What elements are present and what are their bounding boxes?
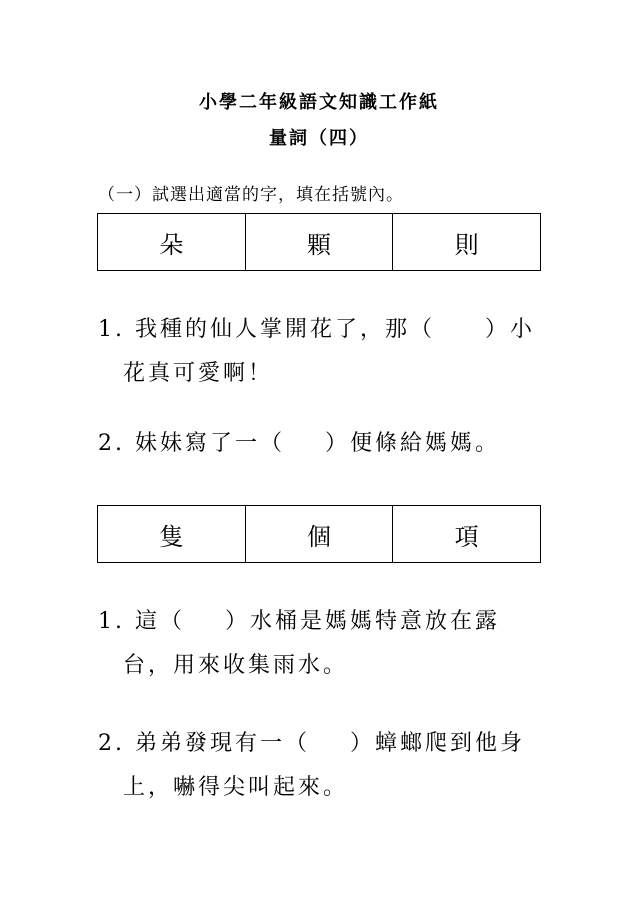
word-choice-cell: 則 xyxy=(454,230,479,259)
word-choice-cell: 隻 xyxy=(98,506,246,562)
question-text: 上，嚇得尖叫起來。 xyxy=(123,775,349,800)
question-2-2 xyxy=(98,722,548,810)
question-1-1 xyxy=(98,308,548,396)
question-text: 2. 妹妹寫了一（ xyxy=(98,431,285,456)
word-choice-table-2 xyxy=(97,505,541,563)
question-text: 台，用來收集雨水。 xyxy=(123,653,349,678)
word-choice-cell: 項 xyxy=(454,522,479,551)
instruction-text: （一）試選出適當的字，填在括號內。 xyxy=(98,185,404,205)
question-text: ）小 xyxy=(484,317,535,342)
word-choice-cell: 朵 xyxy=(98,214,246,270)
question-1-2 xyxy=(98,422,548,466)
question-text: ）便條給媽媽。 xyxy=(324,431,500,456)
question-text: ）蟑螂爬到他身 xyxy=(349,731,525,756)
word-choice-cell: 個 xyxy=(246,506,394,562)
question-text: ）水桶是媽媽特意放在露 xyxy=(224,609,500,634)
question-text: 1. 這（ xyxy=(98,609,185,634)
question-text: 1. 我種的仙人掌開花了，那（ xyxy=(98,317,435,342)
worksheet-subtitle: 量詞（四） xyxy=(269,128,369,149)
worksheet-title: 小學二年級語文知識工作紙 xyxy=(199,92,439,113)
question-text: 花真可愛啊！ xyxy=(123,361,274,386)
question-2-1 xyxy=(98,600,548,688)
word-choice-table-1 xyxy=(97,213,541,271)
word-choice-cell: 顆 xyxy=(246,214,394,270)
question-text: 2. 弟弟發現有一（ xyxy=(98,731,310,756)
